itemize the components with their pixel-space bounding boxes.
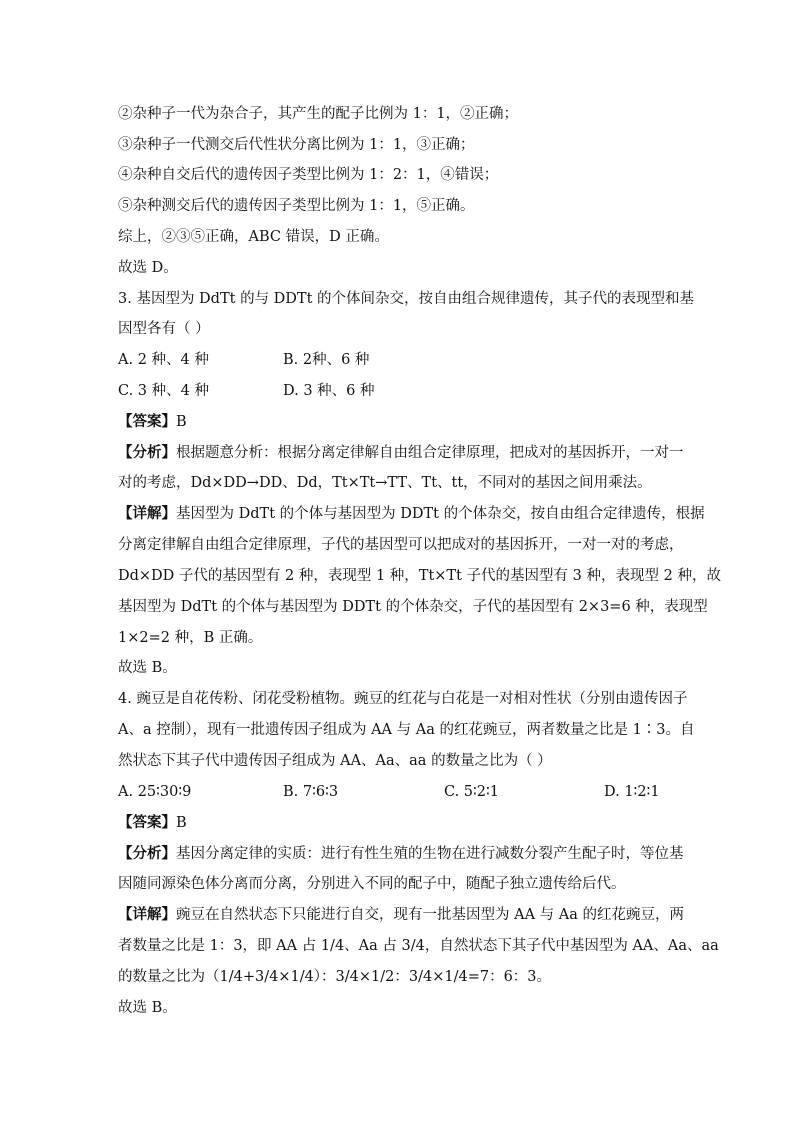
answer-value: B bbox=[176, 414, 187, 430]
option-d: D. 3 种、6 种 bbox=[283, 383, 375, 399]
detail-tag: 【详解】 bbox=[118, 505, 176, 522]
option-c: C. 3 种、4 种 bbox=[118, 383, 209, 399]
analysis-tag: 【分析】 bbox=[118, 444, 176, 461]
question-4-stem: 4. 豌豆是自花传粉、闭花受粉植物。豌豆的红花与白花是一对相对性状（分别由遗传因子 bbox=[118, 691, 688, 707]
answer-value: B bbox=[176, 815, 187, 831]
text-line: ⑤杂种测交后代的遗传因子类型比例为 1：1，⑤正确。 bbox=[118, 198, 475, 214]
answer-line bbox=[118, 412, 678, 432]
analysis-tag: 【分析】 bbox=[118, 845, 176, 862]
text-line: ④杂种自交后代的遗传因子类型比例为 1：2：1，④错误； bbox=[118, 167, 499, 183]
analysis-line bbox=[118, 443, 684, 463]
detail-text: 豌豆在自然状态下只能进行自交，现有一批基因型为 AA 与 Aa 的红花豌豆，两 bbox=[176, 907, 684, 923]
detail-line: 分离定律解自由组合定律原理，子代的基因型可以把成对的基因拆开，一对一对的考虑， bbox=[118, 537, 684, 553]
text-line: 综上，②③⑤正确，ABC 错误，D 正确。 bbox=[118, 229, 389, 245]
detail-line: 者数量之比是 1：3，即 AA 占 1/4、Aa 占 3/4，自然状态下其子代中基因型为 AA、Aa、aa bbox=[118, 938, 719, 954]
detail-line bbox=[118, 905, 684, 925]
option-c: C. 5∶2∶1 bbox=[444, 784, 500, 800]
text-line: ③杂种子一代测交后代性状分离比例为 1：1，③正确； bbox=[118, 137, 475, 153]
answer-tag: 【答案】 bbox=[118, 413, 176, 430]
answer-line bbox=[118, 813, 678, 833]
detail-text: 基因型为 DdTt 的个体与基因型为 DDTt 的个体杂交，按自由组合定律遗传，根据 bbox=[176, 506, 705, 522]
text-line: 故选 D。 bbox=[118, 260, 178, 276]
analysis-line: 对的考虑，Dd×DD→DD、Dd，Tt×Tt→TT、Tt、tt，不同对的基因之间用乘法。 bbox=[118, 475, 652, 491]
option-b: B. 2种、6 种 bbox=[283, 352, 370, 368]
detail-line: Dd×DD 子代的基因型有 2 种，表现型 1 种，Tt×Tt 子代的基因型有 3 种，表现型 2 种，故 bbox=[118, 568, 721, 584]
conclusion-line: 故选 B。 bbox=[118, 660, 177, 676]
conclusion-line: 故选 B。 bbox=[118, 1000, 177, 1016]
detail-line: 的数量之比为（1/4+3/4×1/4）：3/4×1/2：3/4×1/4=7：6：3。 bbox=[118, 969, 552, 985]
option-a: A. 2 种、4 种 bbox=[118, 352, 209, 368]
detail-line: 1×2=2 种，B 正确。 bbox=[118, 630, 263, 646]
question-4-stem: 然状态下其子代中遗传因子组成为 AA、Aa、aa 的数量之比为（ ） bbox=[118, 753, 552, 769]
detail-line bbox=[118, 504, 705, 524]
option-a: A. 25∶30∶9 bbox=[118, 784, 192, 800]
text-line: ②杂种子一代为杂合子，其产生的配子比例为 1：1，②正确； bbox=[118, 106, 519, 122]
analysis-line bbox=[118, 844, 684, 864]
option-b: B. 7∶6∶3 bbox=[283, 784, 339, 800]
option-d: D. 1∶2∶1 bbox=[604, 784, 660, 800]
answer-tag: 【答案】 bbox=[118, 814, 176, 831]
detail-tag: 【详解】 bbox=[118, 906, 176, 923]
detail-line: 基因型为 DdTt 的个体与基因型为 DDTt 的个体杂交，子代的基因型有 2×3=6 种，表现型 bbox=[118, 599, 708, 615]
analysis-text: 基因分离定律的实质：进行有性生殖的生物在进行减数分裂产生配子时，等位基 bbox=[176, 846, 684, 862]
question-3-stem: 3. 基因型为 DdTt 的与 DDTt 的个体间杂交，按自由组合规律遗传，其子代的表现型和基 bbox=[118, 291, 695, 307]
question-4-stem: A、a 控制），现有一批遗传因子组成为 AA 与 Aa 的红花豌豆，两者数量之比是 1∶3。自 bbox=[118, 722, 695, 738]
analysis-text: 根据题意分析：根据分离定律解自由组合定律原理，把成对的基因拆开，一对一 bbox=[176, 445, 684, 461]
question-3-stem: 因型各有（ ） bbox=[118, 321, 210, 337]
analysis-line: 因随同源染色体分离而分离，分别进入不同的配子中，随配子独立遗传给后代。 bbox=[118, 876, 626, 892]
